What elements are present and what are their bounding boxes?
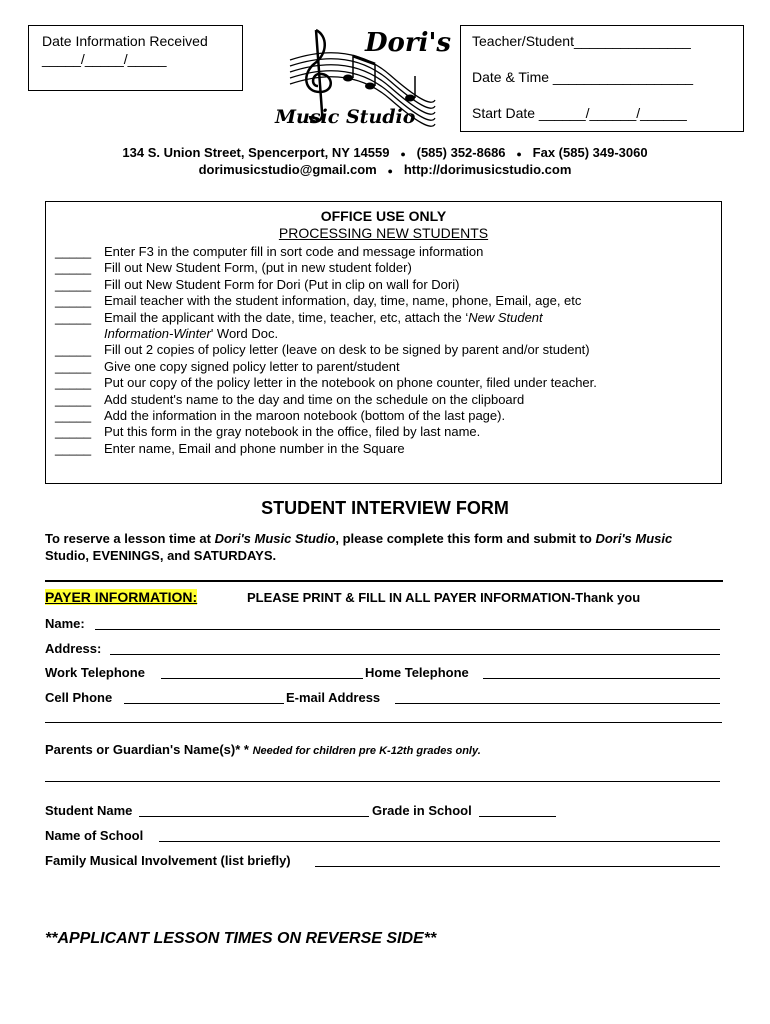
list-item [55, 310, 597, 326]
list-item [55, 277, 597, 293]
date-received-label: Date Information Received [42, 33, 208, 49]
list-item [55, 392, 597, 408]
task-italic: New Student [468, 309, 543, 325]
payer-label: PAYER INFORMATION: [45, 589, 198, 605]
office-subtitle: PROCESSING NEW STUDENTS [278, 225, 489, 241]
task-text: Fill out 2 copies of policy letter (leave on desk to be signed by parent and/or student) [104, 342, 590, 358]
check-blank[interactable]: _____ [55, 342, 92, 358]
list-item [55, 375, 597, 391]
list-item [55, 424, 597, 440]
task-text: Give one copy signed policy letter to parent/student [104, 358, 400, 374]
studio-fax: Fax (585) 349-3060 [532, 145, 648, 160]
check-blank[interactable]: _____ [55, 375, 92, 391]
family-field[interactable] [315, 866, 720, 867]
check-blank[interactable]: _____ [55, 391, 92, 407]
teacher-student-field[interactable]: Teacher/Student_______________ [472, 33, 691, 49]
task-text: Put this form in the gray notebook in the office, filed by last name. [104, 424, 481, 440]
task-text: Add student's name to the day and time on the schedule on the clipboard [104, 391, 525, 407]
list-item [55, 359, 597, 375]
parents-field[interactable] [45, 781, 720, 782]
payer-heading [45, 589, 197, 605]
task-list [55, 244, 597, 457]
teacher-info-box [460, 25, 744, 132]
task-text: Email the applicant with the date, time, teacher, etc, attach the ‘ [104, 309, 469, 325]
address-label: Address: [45, 641, 102, 656]
task-text: Email teacher with the student information, day, time, name, phone, Email, age, etc [104, 293, 582, 309]
check-blank[interactable]: _____ [55, 424, 92, 440]
form-title: STUDENT INTERVIEW FORM [261, 498, 509, 518]
intro-studio-name: Dori's Music Studio [214, 531, 336, 546]
check-blank[interactable]: _____ [55, 276, 92, 292]
task-text: Enter F3 in the computer fill in sort code and message information [104, 244, 484, 259]
contact-line-2 [0, 162, 770, 177]
task-text: ' Word Doc. [210, 326, 279, 342]
intro-studio-name: Dori's Music [595, 531, 673, 546]
date-time-field[interactable]: Date & Time __________________ [472, 69, 694, 85]
cell-phone-label: Cell Phone [45, 690, 113, 705]
studio-email: dorimusicstudio@gmail.com [198, 162, 377, 177]
check-blank[interactable]: _____ [55, 244, 92, 259]
check-blank[interactable]: _____ [55, 309, 92, 325]
bullet-icon: ● [516, 149, 522, 159]
check-blank[interactable]: _____ [55, 260, 92, 276]
list-item [55, 342, 597, 358]
school-label: Name of School [45, 828, 144, 843]
section-divider [45, 580, 723, 582]
studio-address: 134 S. Union Street, Spencerport, NY 14559 [122, 145, 390, 160]
list-item-continuation [55, 326, 597, 342]
school-field[interactable] [159, 841, 720, 842]
list-item [55, 244, 597, 260]
date-received-box [28, 25, 243, 91]
check-blank[interactable]: _____ [55, 440, 92, 456]
form-intro [45, 530, 735, 564]
bullet-icon: ● [387, 166, 393, 176]
bullet-icon: ● [400, 149, 406, 159]
studio-logo [270, 20, 450, 135]
date-received-field[interactable]: _____/_____/_____ [42, 51, 167, 67]
student-name-label: Student Name [45, 803, 133, 818]
email-label: E-mail Address [286, 690, 381, 705]
task-text: Enter name, Email and phone number in the Square [104, 440, 405, 456]
name-field[interactable] [95, 629, 720, 630]
check-blank[interactable]: _____ [55, 293, 92, 309]
list-item [55, 293, 597, 309]
parents-label [45, 742, 481, 757]
home-phone-label: Home Telephone [365, 665, 469, 680]
office-title: OFFICE USE ONLY [320, 208, 447, 224]
logo-subtitle: Music Studio [275, 106, 416, 128]
office-use-box [45, 201, 722, 484]
intro-text: , please complete this form and submit to [335, 531, 596, 546]
list-item [55, 408, 597, 424]
logo-name: Dori's [365, 28, 452, 58]
student-name-field[interactable] [139, 816, 369, 817]
studio-phone: (585) 352-8686 [416, 145, 506, 160]
grade-label: Grade in School [372, 803, 472, 818]
task-text: Fill out New Student Form, (put in new student folder) [104, 260, 412, 276]
address-field[interactable] [110, 654, 720, 655]
contact-line-1 [0, 145, 770, 160]
parents-note: Needed for children pre K-12th grades only. [252, 745, 481, 757]
list-item [55, 260, 597, 276]
task-text: Add the information in the maroon notebook (bottom of the last page). [104, 408, 506, 424]
task-italic: Information-Winter [104, 326, 211, 342]
task-text: Put our copy of the policy letter in the notebook on phone counter, filed under teacher. [104, 375, 597, 391]
task-text: Fill out New Student Form for Dori (Put in clip on wall for Dori) [104, 276, 460, 292]
family-label: Family Musical Involvement (list briefly) [45, 853, 291, 868]
check-blank[interactable]: _____ [55, 358, 92, 374]
reverse-side-note: **APPLICANT LESSON TIMES ON REVERSE SIDE** [45, 930, 437, 947]
work-phone-label: Work Telephone [45, 665, 145, 680]
start-date-field[interactable]: Start Date ______/______/______ [472, 105, 687, 121]
list-item [55, 441, 597, 457]
name-label: Name: [45, 616, 85, 631]
studio-website[interactable]: http://dorimusicstudio.com [403, 162, 572, 177]
cell-phone-field[interactable] [124, 703, 284, 704]
blank-line[interactable] [45, 722, 722, 723]
work-phone-field[interactable] [161, 678, 363, 679]
intro-text: Studio, EVENINGS, and SATURDAYS. [45, 548, 277, 563]
payer-note: PLEASE PRINT & FILL IN ALL PAYER INFORMATION-Thank you [247, 590, 641, 605]
email-field[interactable] [395, 703, 720, 704]
home-phone-field[interactable] [483, 678, 720, 679]
parents-label-text: Parents or Guardian's Name(s)* * [45, 742, 249, 757]
grade-field[interactable] [479, 816, 556, 817]
check-blank[interactable]: _____ [55, 408, 92, 424]
intro-text: To reserve a lesson time at [45, 531, 215, 546]
